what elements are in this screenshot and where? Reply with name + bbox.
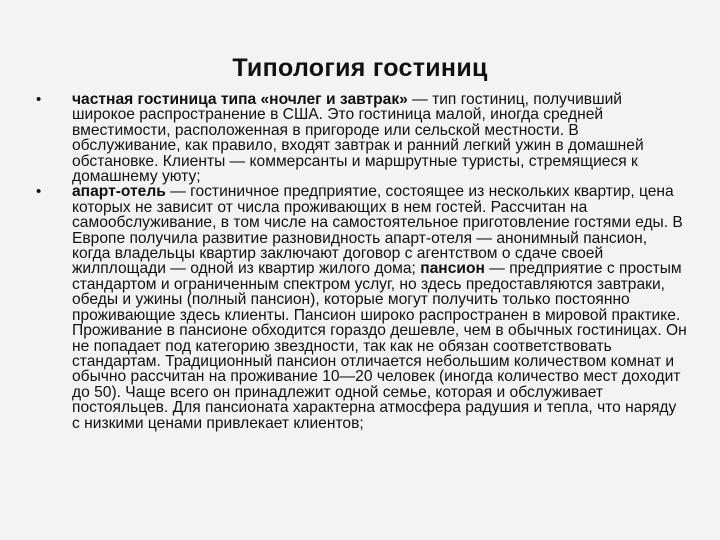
- term-pension: пансион: [420, 260, 485, 278]
- term-apart-hotel: апарт-отель: [72, 183, 166, 201]
- item-text: — гостиничное предприятие, состоящее из нескольких квартир, цена которых не зависит от числа проживающих в нем гостей. Рассчитан на самообслуживание, в том числе на самостоятельное приготовление гостями еды. В Европе получила развитие разновидность апарт-отеля — анонимный пансион, когда владельцы квартир заключают договор с агентством о сдаче своей жилплощади — одной из квартир жилого дома;: [72, 183, 683, 278]
- list-item: [36, 92, 688, 184]
- item-text: — предприятие с простым стандартом и ограниченным спектром услуг, но здесь предоставляются завтраки, обеды и ужины (полный пансион), которые могут получить только постоянно проживающие здесь клиенты. Пансион широко распространен в мировой практике. Проживание в пансионе обходится гораздо дешевле, чем в обычных гостиницах. Он не попадает под категорию звездности, так как не обязан соответствовать стандартам. Традиционный пансион отличается небольшим количеством комнат и обычно рассчитан на проживание 10—20 человек (иногда количество мест доходит до 50). Чаще всего он принадлежит одной семье, которая и обслуживает постояльцев. Для пансионата характерна атмосфера радушия и тепла, что наряду с низкими ценами привлекает клиентов;: [72, 260, 687, 432]
- bullet-icon: •: [36, 183, 42, 201]
- bullet-icon: •: [36, 91, 42, 108]
- slide-title: Типология гостиниц: [232, 54, 488, 82]
- list-item: [36, 184, 688, 431]
- term-bed-and-breakfast: частная гостиница типа «ночлег и завтрак»: [72, 91, 408, 108]
- item-text: — тип гостиниц, получивший широкое распространение в США. Это гостиница малой, иногда средней вместимости, расположенная в пригороде или сельской местности. В обслуживание, как правило, входят завтрак и ранний легкий ужин в домашней обстановке. Клиенты — коммерсанты и маршрутные туристы, стремящиеся к домашнему уюту;: [72, 91, 644, 186]
- bullet-list: [36, 92, 688, 431]
